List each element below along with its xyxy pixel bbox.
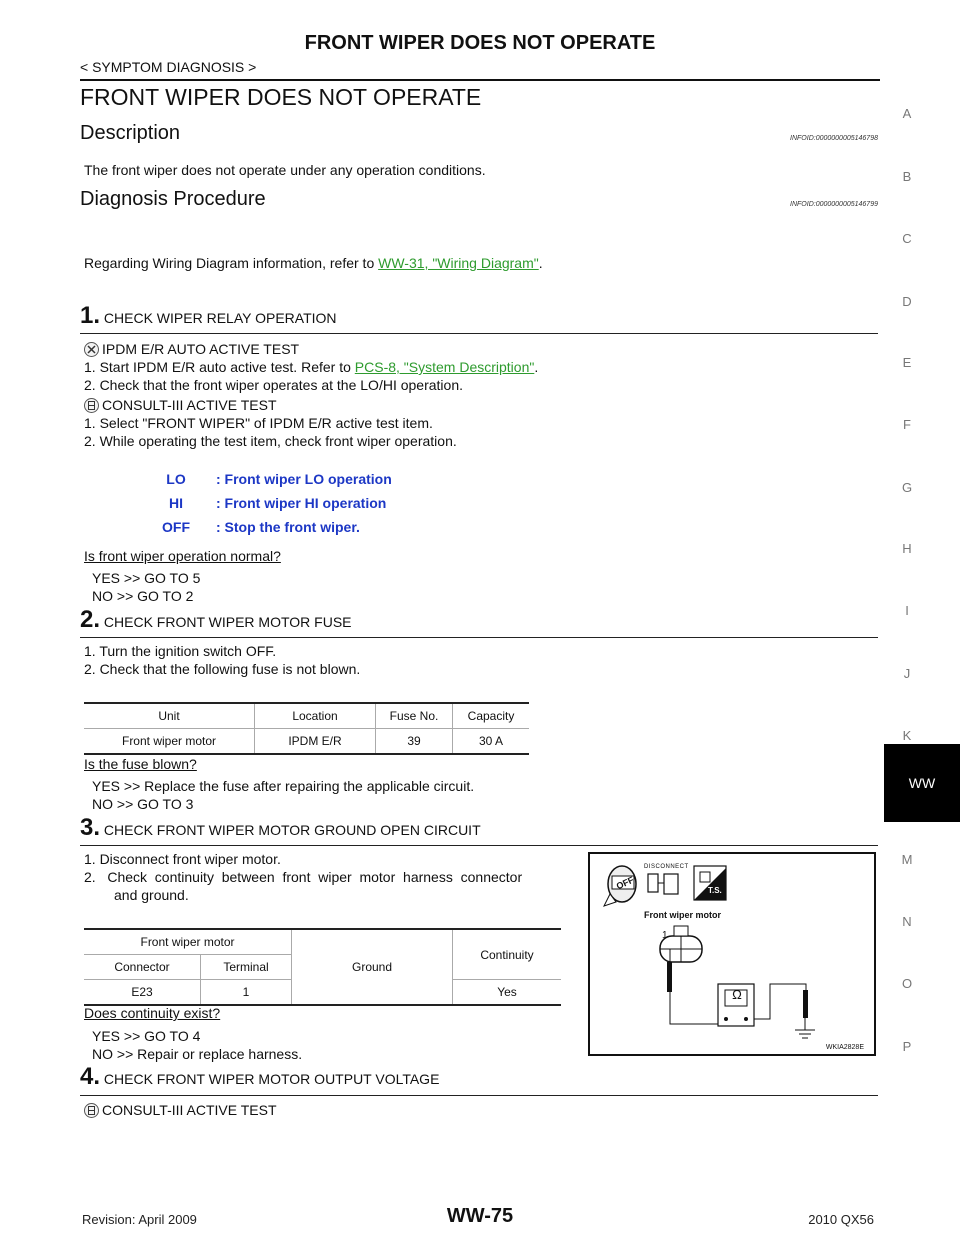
page-header-title: FRONT WIPER DOES NOT OPERATE	[304, 32, 656, 54]
footer-revision: Revision: April 2009	[82, 1212, 197, 1227]
step-3-yes: YES >> GO TO 4	[92, 1028, 201, 1044]
footer-model: 2010 QX56	[808, 1212, 874, 1227]
step-3-number: 3.	[80, 814, 101, 841]
spec-key: LO	[166, 471, 186, 487]
continuity-table-header: Continuity	[453, 929, 562, 980]
spec-row-lo	[150, 471, 392, 489]
consult-tool-icon	[84, 1103, 99, 1118]
continuity-table-header: Terminal	[201, 955, 292, 980]
description-heading: Description	[80, 122, 181, 144]
step-1-ipdm-item-2: 2. Check that the front wiper operates at the LO/HI operation.	[84, 377, 463, 393]
diagnosis-heading: Diagnosis Procedure	[80, 188, 266, 210]
step-3-question: Does continuity exist?	[84, 1005, 221, 1021]
disconnect-label: DISCONNECT	[644, 864, 689, 870]
section-breadcrumb: < SYMPTOM DIAGNOSIS >	[80, 59, 257, 75]
fuse-table-header: Capacity	[467, 709, 515, 723]
fuse-table-cell: 39	[376, 729, 453, 755]
step-1-title: CHECK WIPER RELAY OPERATION	[103, 310, 337, 326]
index-letter-a[interactable]: A	[902, 106, 912, 121]
index-letter-o[interactable]: O	[901, 976, 913, 991]
continuity-table	[84, 928, 561, 1006]
continuity-table-cell: E23	[84, 980, 201, 1006]
step-4-divider	[80, 1095, 878, 1096]
step-3-title: CHECK FRONT WIPER MOTOR GROUND OPEN CIRCUIT	[103, 822, 481, 838]
wiring-reference	[84, 255, 543, 271]
fuse-table-header: Location	[255, 703, 376, 729]
index-letter-f[interactable]: F	[903, 417, 911, 432]
page-title: FRONT WIPER DOES NOT OPERATE	[80, 84, 482, 110]
consult-mode-text: CONSULT-III ACTIVE TEST	[102, 397, 277, 413]
spec-row-off	[150, 519, 360, 537]
step-3-divider	[80, 845, 878, 846]
step-2-question: Is the fuse blown?	[84, 756, 197, 772]
step-4-mode-text: CONSULT-III ACTIVE TEST	[102, 1102, 277, 1118]
description-text: The front wiper does not operate under any operation conditions.	[84, 162, 486, 178]
step-1-consult-item-2: 2. While operating the test item, check front wiper operation.	[84, 433, 457, 449]
description-infoid: INFOID:0000000005146798	[790, 135, 878, 142]
step-1-ipdm-item-1-text: 1. Start IPDM E/R auto active test. Refer to	[84, 359, 355, 375]
step-2-number: 2.	[80, 606, 101, 633]
index-letter-k[interactable]: K	[902, 728, 912, 743]
probe-left	[667, 962, 672, 992]
ipdm-mode-text: IPDM E/R AUTO ACTIVE TEST	[102, 341, 300, 357]
step-1-ipdm-item-1-suffix: .	[534, 359, 539, 375]
wiring-reference-prefix: Regarding Wiring Diagram information, refer to	[84, 255, 379, 271]
spec-value: : Front wiper LO operation	[216, 471, 392, 487]
step-2-no: NO >> GO TO 3	[92, 796, 194, 812]
step-1-heading	[80, 302, 337, 330]
step-4-number: 4.	[80, 1063, 101, 1090]
section-index	[892, 0, 922, 1242]
wiring-diagram-link[interactable]: WW-31, "Wiring Diagram"	[378, 255, 539, 271]
step-2-heading	[80, 606, 352, 634]
step-4-mode-label	[84, 1102, 277, 1118]
step-2-yes: YES >> Replace the fuse after repairing the applicable circuit.	[92, 778, 475, 794]
figure-connector-label: Front wiper motor	[644, 910, 721, 920]
consult-mode-label	[84, 397, 277, 413]
continuity-table-cell: 1	[201, 980, 292, 1006]
continuity-table-cell: Yes	[497, 985, 517, 999]
consult-tool-icon	[84, 398, 99, 413]
fuse-table-cell: Front wiper motor	[84, 729, 255, 755]
spec-key: OFF	[162, 519, 190, 535]
step-2-title: CHECK FRONT WIPER MOTOR FUSE	[103, 614, 352, 630]
step-3-heading	[80, 814, 481, 842]
fuse-table-header: Unit	[84, 703, 255, 729]
system-description-link[interactable]: PCS-8, "System Description"	[354, 359, 535, 375]
fuse-table	[84, 702, 529, 755]
header-divider	[80, 79, 880, 81]
ground-symbol-icon	[795, 1018, 815, 1038]
index-letter-e[interactable]: E	[902, 355, 912, 370]
continuity-check-figure	[588, 852, 876, 1056]
step-1-consult-item-1: 1. Select "FRONT WIPER" of IPDM E/R active test item.	[84, 415, 433, 431]
step-1-no: NO >> GO TO 2	[92, 588, 194, 604]
step-2-item-2: 2. Check that the following fuse is not blown.	[84, 661, 361, 677]
step-1-yes: YES >> GO TO 5	[92, 570, 201, 586]
index-letter-p[interactable]: P	[902, 1039, 912, 1054]
step-2-divider	[80, 637, 878, 638]
index-letter-n[interactable]: N	[902, 914, 912, 929]
figure-code: WKIA2828E	[825, 1044, 864, 1051]
spec-key: HI	[169, 495, 183, 511]
step-1-number: 1.	[80, 302, 101, 329]
continuity-table-header: Ground	[292, 929, 453, 1005]
table-row	[84, 729, 529, 755]
step-1-question: Is front wiper operation normal?	[84, 548, 281, 564]
spec-row-hi	[150, 495, 386, 513]
ipdm-mode-label	[84, 341, 299, 357]
footer-page-number: WW-75	[446, 1205, 514, 1227]
step-3-item-2-cont: and ground.	[114, 887, 189, 903]
continuity-table-header: Connector	[84, 955, 201, 980]
index-letter-c[interactable]: C	[902, 231, 912, 246]
active-section-tab[interactable]: WW	[884, 744, 960, 822]
fuse-table-cell: IPDM E/R	[255, 729, 376, 755]
index-letter-b[interactable]: B	[902, 169, 912, 184]
spec-value: : Front wiper HI operation	[216, 495, 387, 511]
ts-label: T.S.	[708, 886, 722, 895]
step-3-item-1: 1. Disconnect front wiper motor.	[84, 851, 281, 867]
step-1-ipdm-item-1	[84, 359, 538, 375]
spec-value: : Stop the front wiper.	[216, 519, 360, 535]
ohm-symbol: Ω	[732, 987, 742, 1002]
index-letter-i[interactable]: I	[905, 603, 909, 618]
disconnect-icon	[648, 874, 678, 894]
probe-right	[803, 990, 808, 1018]
step-3-item-2: 2. Check continuity between front wiper motor harness connector	[84, 869, 523, 885]
index-letter-d[interactable]: D	[902, 294, 912, 309]
ipdm-auto-test-icon	[84, 342, 99, 357]
index-letter-j[interactable]: J	[903, 666, 911, 681]
index-letter-g[interactable]: G	[901, 480, 913, 495]
diagnosis-infoid: INFOID:0000000005146799	[790, 201, 878, 208]
index-letter-h[interactable]: H	[902, 541, 912, 556]
step-1-divider	[80, 333, 878, 334]
index-letter-m[interactable]: M	[901, 852, 913, 867]
terminal-number-label: 1	[662, 930, 668, 941]
fuse-table-cell: 30 A	[478, 734, 504, 748]
step-4-title: CHECK FRONT WIPER MOTOR OUTPUT VOLTAGE	[103, 1071, 440, 1087]
step-4-heading	[80, 1063, 439, 1091]
continuity-table-header: Front wiper motor	[84, 929, 292, 955]
wiring-reference-suffix: .	[538, 255, 543, 271]
fuse-table-header: Fuse No.	[376, 703, 453, 729]
step-2-item-1: 1. Turn the ignition switch OFF.	[84, 643, 277, 659]
step-3-no: NO >> Repair or replace harness.	[92, 1046, 303, 1062]
off-label: OFF	[614, 874, 636, 892]
